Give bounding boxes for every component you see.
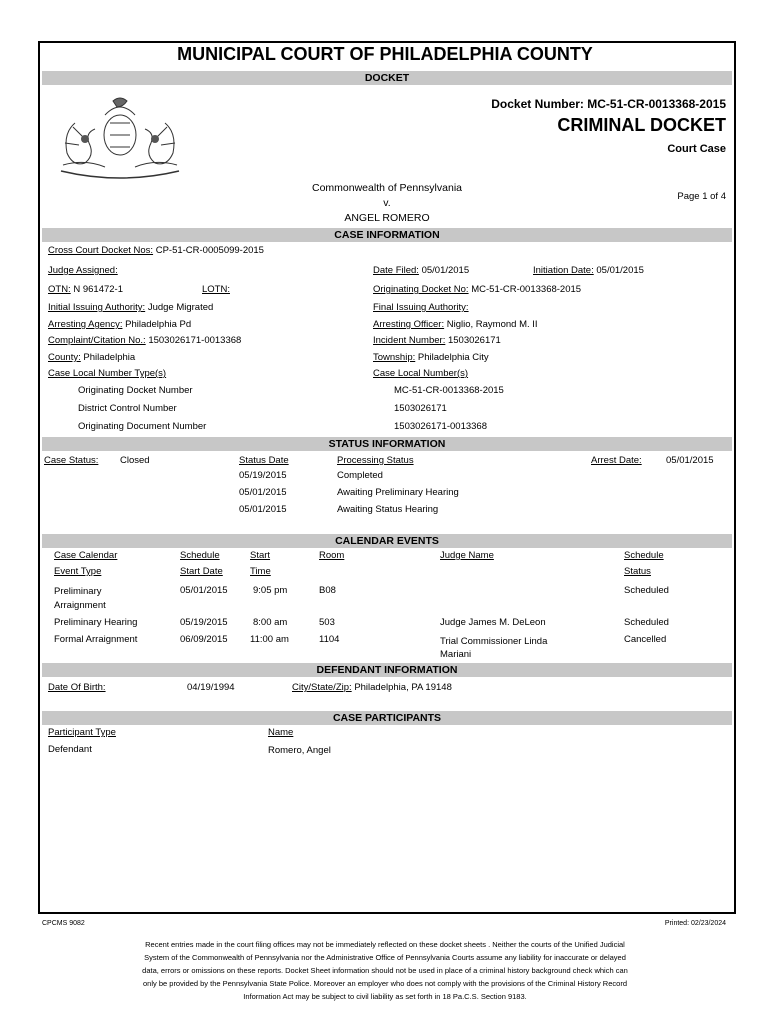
disclaimer-line: only be provided by the Pennsylvania State Police. Moreover an employer who does not comply with the provisions of the Criminal History Record	[143, 979, 627, 988]
printed-date: Printed: 02/23/2024	[664, 920, 726, 927]
dob-label: Date Of Birth:	[48, 682, 106, 693]
participant-name: Romero, Angel	[268, 745, 331, 756]
calendar-events-bar: CALENDAR EVENTS	[42, 534, 732, 548]
form-number: CPCMS 9082	[42, 920, 85, 927]
cal-row-judge: Judge James M. DeLeon	[440, 617, 546, 628]
cal-row-event: Preliminary	[54, 586, 102, 597]
county-value: Philadelphia	[83, 352, 136, 363]
disclaimer-line: Recent entries made in the court filing offices may not be immediately reflected on these docket sheets . Neither the courts of the Unified Judicial	[145, 940, 625, 949]
cal-header-judge: Judge Name	[440, 550, 494, 561]
disclaimer-line: data, errors or omissions on these reports. Docket Sheet information should not be used in place of a criminal history background check which can	[142, 966, 628, 975]
disclaimer	[0, 938, 770, 1003]
page-number: Page 1 of 4	[677, 191, 726, 202]
docket-bar: DOCKET	[42, 71, 732, 85]
disclaimer-line: System of the Commonwealth of Pennsylvania nor the Administrative Office of Pennsylvania Courts assume any liability for inaccurate or delayed	[144, 953, 626, 962]
cal-header-status: Schedule	[624, 550, 664, 561]
local-number-item: MC-51-CR-0013368-2015	[394, 385, 504, 396]
cross-court-value: CP-51-CR-0005099-2015	[155, 245, 264, 256]
arresting-agency-label: Arresting Agency:	[48, 319, 123, 330]
disclaimer-line: Information Act may be subject to civil liability as set forth in 18 Pa.C.S. Section 9183.	[243, 992, 527, 1001]
status-row-date: 05/01/2015	[239, 504, 287, 515]
initial-authority-label: Initial Issuing Authority:	[48, 302, 146, 313]
local-number-types-label: Case Local Number Type(s)	[48, 368, 167, 379]
cross-court-label: Cross Court Docket Nos:	[48, 245, 154, 256]
case-information-bar: CASE INFORMATION	[42, 228, 732, 242]
participant-type: Defendant	[48, 744, 92, 755]
caption-versus: v.	[383, 197, 391, 209]
initiation-date-value: 05/01/2015	[596, 265, 644, 276]
status-row-status: Awaiting Preliminary Hearing	[337, 487, 459, 498]
initial-authority-value: Judge Migrated	[147, 302, 214, 313]
cal-header-schedule: Start Date	[180, 566, 223, 577]
date-filed-value: 05/01/2015	[421, 265, 470, 276]
status-information-bar: STATUS INFORMATION	[42, 437, 732, 451]
caption-commonwealth: Commonwealth of Pennsylvania	[312, 182, 462, 194]
status-row-date: 05/19/2015	[239, 470, 287, 481]
status-row-status: Awaiting Status Hearing	[337, 504, 439, 515]
arresting-officer-value: Niglio, Raymond M. II	[446, 319, 538, 330]
court-title: MUNICIPAL COURT OF PHILADELPHIA COUNTY	[177, 44, 593, 64]
cal-row-status: Scheduled	[624, 617, 669, 628]
cal-header-event: Case Calendar	[54, 550, 118, 561]
docket-type: CRIMINAL DOCKET	[557, 115, 726, 135]
cal-row-time: 9:05 pm	[253, 585, 288, 596]
incident-number-value: 1503026171	[447, 335, 501, 346]
case-kind: Court Case	[667, 143, 726, 155]
participant-name-header: Name	[268, 727, 294, 738]
township-value: Philadelphia City	[417, 352, 489, 363]
status-row-date: 05/01/2015	[239, 487, 287, 498]
caption-defendant: ANGEL ROMERO	[344, 212, 430, 224]
case-participants-bar: CASE PARTICIPANTS	[42, 711, 732, 725]
city-state-zip-value: Philadelphia, PA 19148	[354, 682, 452, 693]
otn-label: OTN:	[48, 284, 71, 295]
cal-row-room: 1104	[319, 634, 340, 645]
local-type-item: Originating Docket Number	[78, 385, 193, 396]
case-status-label: Case Status:	[44, 455, 99, 466]
complaint-value: 1503026171-0013368	[148, 335, 242, 346]
pennsylvania-seal-image	[55, 93, 185, 179]
complaint-label: Complaint/Citation No.:	[48, 335, 146, 346]
lotn-label: LOTN:	[202, 284, 230, 295]
arrest-date-value: 05/01/2015	[666, 455, 714, 466]
arresting-officer-label: Arresting Officer:	[373, 319, 445, 330]
cal-row-date: 05/01/2015	[180, 585, 228, 596]
cal-row-judge: Trial Commissioner Linda	[440, 636, 548, 647]
status-date-header: Status Date	[239, 455, 289, 466]
cal-row-room: 503	[319, 617, 335, 628]
arresting-agency-value: Philadelphia Pd	[125, 319, 192, 330]
incident-number-label: Incident Number:	[373, 335, 446, 346]
date-filed-label: Date Filed:	[373, 265, 419, 276]
defendant-information-bar: DEFENDANT INFORMATION	[42, 663, 732, 677]
cal-row-event: Preliminary Hearing	[54, 617, 138, 628]
cal-row-judge: Mariani	[440, 649, 472, 660]
participant-type-header: Participant Type	[48, 727, 116, 738]
initiation-date-label: Initiation Date:	[533, 265, 594, 276]
arrest-date-label: Arrest Date:	[591, 455, 642, 466]
docket-number: Docket Number: MC-51-CR-0013368-2015	[491, 97, 726, 111]
originating-docket-label: Originating Docket No:	[373, 284, 469, 295]
cal-row-time: 11:00 am	[250, 634, 289, 645]
local-numbers-label: Case Local Number(s)	[373, 368, 469, 379]
cal-row-room: B08	[319, 585, 336, 596]
city-state-zip-label: City/State/Zip:	[292, 682, 352, 693]
local-type-item: Originating Document Number	[78, 421, 207, 432]
cal-header-start: Time	[250, 566, 271, 577]
cal-row-date: 05/19/2015	[180, 617, 228, 628]
case-status-value: Closed	[120, 455, 150, 466]
township-label: Township:	[373, 352, 416, 363]
dob-value: 04/19/1994	[187, 682, 235, 693]
processing-status-header: Processing Status	[337, 455, 414, 466]
originating-docket-value: MC-51-CR-0013368-2015	[471, 284, 582, 295]
local-type-item: District Control Number	[78, 403, 177, 414]
cal-header-start: Start	[250, 550, 271, 561]
otn-value: N 961472-1	[73, 284, 123, 295]
judge-assigned-label: Judge Assigned:	[48, 265, 118, 276]
final-authority-label: Final Issuing Authority:	[373, 302, 469, 313]
cal-row-status: Cancelled	[624, 634, 667, 645]
cal-row-time: 8:00 am	[253, 617, 288, 628]
status-row-status: Completed	[337, 470, 383, 481]
county-label: County:	[48, 352, 81, 363]
cal-header-status: Status	[624, 566, 651, 577]
cal-header-schedule: Schedule	[180, 550, 220, 561]
cal-row-status: Scheduled	[624, 585, 669, 596]
cal-header-room: Room	[319, 550, 345, 561]
local-number-item: 1503026171	[394, 403, 447, 414]
cal-row-date: 06/09/2015	[180, 634, 228, 645]
local-number-item: 1503026171-0013368	[394, 421, 487, 432]
cal-row-event: Formal Arraignment	[54, 634, 138, 645]
cal-header-event: Event Type	[54, 566, 102, 577]
cal-row-event: Arraignment	[54, 600, 106, 611]
